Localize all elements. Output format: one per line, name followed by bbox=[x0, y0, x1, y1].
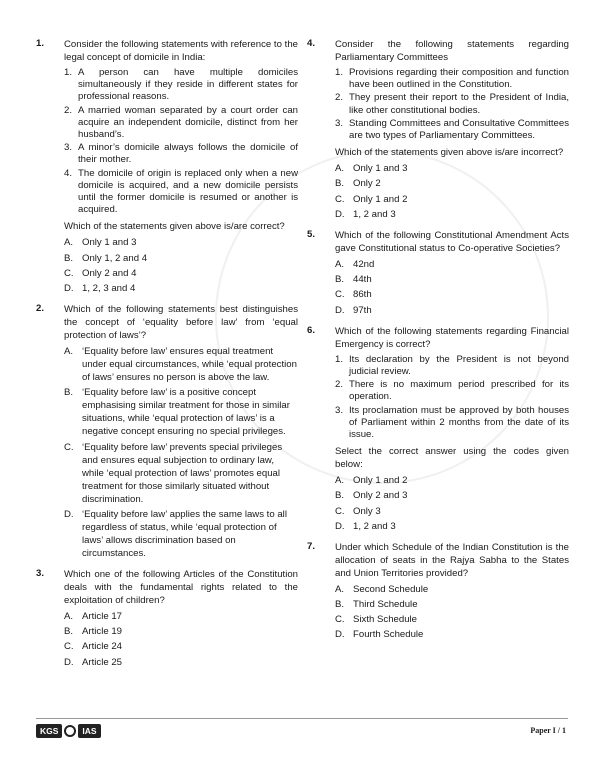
statement-text: Its declaration by the President is not beyond judicial review. bbox=[349, 353, 569, 377]
question-prompt: Select the correct answer using the codes given below: bbox=[335, 446, 569, 471]
question-body bbox=[335, 325, 569, 535]
option-item bbox=[335, 304, 569, 317]
question-body bbox=[64, 303, 298, 562]
statement-list bbox=[64, 67, 298, 216]
option-list bbox=[335, 474, 569, 533]
question-stem: Consider the following statements regarding Parliamentary Committees bbox=[335, 39, 569, 63]
option-item bbox=[335, 474, 569, 487]
option-item bbox=[64, 640, 298, 653]
option-text: Second Schedule bbox=[353, 583, 429, 595]
statement-text: A person can have multiple domiciles simultaneously if they reside in different states for professional reasons. bbox=[78, 67, 298, 103]
option-letter: B. bbox=[335, 178, 345, 190]
question-number: 5. bbox=[307, 228, 316, 240]
logo-kgs: KGS bbox=[36, 724, 62, 738]
option-item bbox=[64, 508, 298, 560]
question-prompt: Which of the statements given above is/are correct? bbox=[64, 221, 285, 233]
statement-number: 2. bbox=[335, 379, 344, 391]
question-number: 7. bbox=[307, 540, 316, 552]
option-item bbox=[64, 252, 298, 265]
option-item bbox=[335, 583, 569, 596]
statement-text: The domicile of origin is replaced only when a new domicile is acquired, and a new domicile persists until the former domicile is resumed or another is acquired. bbox=[78, 167, 298, 216]
option-letter: D. bbox=[64, 283, 74, 294]
option-letter: A. bbox=[335, 163, 345, 175]
option-item bbox=[335, 598, 569, 611]
logo-circle-icon bbox=[64, 725, 76, 737]
option-text: Third Schedule bbox=[353, 599, 418, 611]
statement-number: 3. bbox=[335, 404, 344, 416]
option-list bbox=[335, 162, 569, 221]
option-text: Article 25 bbox=[82, 656, 122, 668]
option-text: Only 2 and 4 bbox=[82, 267, 137, 279]
option-letter: A. bbox=[64, 610, 74, 622]
question-number: 4. bbox=[307, 38, 316, 49]
option-text: Fourth Schedule bbox=[353, 629, 424, 641]
option-letter: C. bbox=[64, 641, 74, 653]
option-text: 1, 2 and 3 bbox=[353, 520, 396, 532]
question-number: 1. bbox=[36, 38, 45, 49]
footer-rule bbox=[36, 718, 568, 719]
option-text: Only 1 and 2 bbox=[353, 475, 408, 487]
page-number: Paper I / 1 bbox=[530, 726, 566, 735]
option-text: Only 1 and 3 bbox=[82, 237, 137, 249]
question-stem: Which of the following statements regarding Financial Emergency is correct? bbox=[335, 325, 569, 350]
option-item bbox=[64, 625, 298, 638]
statement-number: 2. bbox=[64, 104, 73, 116]
option-text: ‘Equality before law’ ensures equal treatment under equal circumstances, while ‘equal protection of laws’ ensures no person is above the law. bbox=[82, 346, 297, 384]
option-letter: A. bbox=[335, 258, 345, 270]
question-4 bbox=[307, 38, 569, 223]
option-item bbox=[64, 345, 298, 384]
option-item bbox=[335, 258, 569, 271]
statement-list bbox=[335, 67, 569, 142]
statement-item bbox=[335, 354, 569, 378]
statement-text: Its proclamation must be approved by both houses of Parliament within 2 months from the date of its issue. bbox=[349, 404, 569, 440]
question-stem: Which of the following Constitutional Amendment Acts gave Constitutional status to Co-operative Societies? bbox=[335, 229, 569, 254]
option-text: Article 19 bbox=[82, 626, 122, 638]
option-letter: A. bbox=[335, 475, 345, 487]
option-letter: D. bbox=[64, 508, 74, 520]
option-text: 44th bbox=[353, 274, 372, 286]
statement-text: Standing Committees and Consultative Committees are two types of Parliamentary Committees. bbox=[349, 117, 569, 142]
option-item bbox=[64, 441, 298, 506]
question-stem: Consider the following statements with reference to the legal concept of domicile in India: bbox=[64, 39, 298, 63]
option-letter: D. bbox=[335, 304, 345, 316]
statement-item bbox=[64, 105, 298, 142]
option-text: 1, 2 and 3 bbox=[353, 208, 396, 220]
option-text: 86th bbox=[353, 289, 372, 301]
option-text: Only 2 and 3 bbox=[353, 490, 408, 502]
option-letter: B. bbox=[64, 252, 74, 264]
option-text: Only 1 and 3 bbox=[353, 163, 408, 175]
option-item bbox=[335, 273, 569, 286]
option-letter: C. bbox=[335, 614, 345, 626]
option-letter: C. bbox=[335, 193, 345, 205]
right-column bbox=[307, 38, 569, 650]
statement-item bbox=[335, 92, 569, 116]
statement-number: 2. bbox=[335, 92, 344, 104]
option-list bbox=[64, 236, 298, 295]
option-letter: A. bbox=[64, 237, 74, 249]
option-letter: B. bbox=[335, 599, 345, 611]
option-text: Article 24 bbox=[82, 641, 122, 653]
statement-item bbox=[335, 379, 569, 403]
statement-text: They present their report to the President of India, like other constitutional bodies. bbox=[349, 92, 569, 116]
option-letter: D. bbox=[335, 629, 345, 641]
logo-ias: IAS bbox=[78, 724, 100, 738]
option-item bbox=[335, 193, 569, 206]
statement-text: A married woman separated by a court order can acquire an independent domicile, distinct from her husband’s. bbox=[78, 104, 298, 141]
option-letter: D. bbox=[64, 656, 74, 668]
option-letter: B. bbox=[64, 387, 74, 399]
option-list bbox=[64, 610, 298, 669]
statement-number: 4. bbox=[64, 167, 73, 179]
kgs-ias-logo bbox=[36, 724, 101, 738]
option-list bbox=[335, 258, 569, 317]
statement-number: 1. bbox=[335, 67, 344, 78]
statement-text: A minor’s domicile always follows the domicile of their mother. bbox=[78, 142, 298, 166]
option-text: Only 3 bbox=[353, 505, 381, 517]
option-item bbox=[335, 520, 569, 533]
option-item bbox=[64, 282, 298, 295]
statement-number: 1. bbox=[335, 353, 344, 365]
option-list bbox=[335, 583, 569, 642]
option-text: 1, 2, 3 and 4 bbox=[82, 283, 136, 294]
statement-item bbox=[335, 405, 569, 442]
question-7 bbox=[307, 541, 569, 644]
statement-item bbox=[335, 67, 569, 91]
question-body bbox=[335, 38, 569, 223]
question-number: 3. bbox=[36, 567, 45, 579]
option-text: 42nd bbox=[353, 258, 375, 270]
option-letter: D. bbox=[335, 520, 345, 532]
option-text: Only 2 bbox=[353, 178, 381, 190]
question-stem: Which one of the following Articles of the Constitution deals with the fundamental rights related to the exploitation of children? bbox=[64, 568, 298, 606]
option-item bbox=[335, 628, 569, 641]
option-item bbox=[335, 208, 569, 221]
question-body bbox=[335, 229, 569, 319]
question-6 bbox=[307, 325, 569, 535]
left-column bbox=[36, 38, 298, 677]
statement-list bbox=[335, 354, 569, 441]
statement-item bbox=[64, 168, 298, 217]
option-item bbox=[335, 505, 569, 518]
statement-item bbox=[64, 67, 298, 104]
option-letter: C. bbox=[64, 267, 74, 279]
question-body bbox=[64, 38, 298, 297]
option-item bbox=[64, 236, 298, 249]
option-text: 97th bbox=[353, 304, 372, 316]
option-item bbox=[64, 267, 298, 280]
statement-number: 1. bbox=[64, 67, 73, 78]
option-text: ‘Equality before law’ is a positive concept emphasising similar treatment for those in similar situations, while ‘equal protection of laws’ is a negative concept ensuring no special privileges. bbox=[82, 387, 290, 438]
question-stem: Under which Schedule of the Indian Constitution is the allocation of seats in the Rajya Sabha to the States and Union Territories provided? bbox=[335, 541, 569, 579]
option-letter: C. bbox=[335, 289, 345, 301]
statement-number: 3. bbox=[335, 117, 344, 129]
option-item bbox=[64, 656, 298, 669]
question-body bbox=[64, 568, 298, 671]
option-item bbox=[335, 177, 569, 190]
option-letter: C. bbox=[335, 505, 345, 517]
question-2 bbox=[36, 303, 298, 562]
statement-item bbox=[335, 118, 569, 142]
option-text: Only 1 and 2 bbox=[353, 193, 408, 205]
option-item bbox=[335, 288, 569, 301]
question-3 bbox=[36, 568, 298, 671]
question-body bbox=[335, 541, 569, 644]
option-text: ‘Equality before law’ prevents special privileges and ensures equal subjection to ordinary law, while ‘equal protection of laws’ promotes equal treatment for those similarly situated without discrimination. bbox=[82, 441, 283, 505]
statement-text: Provisions regarding their composition and function have been outlined in the Constitution. bbox=[349, 67, 569, 91]
statement-text: There is no maximum period prescribed for its operation. bbox=[349, 379, 569, 403]
question-prompt: Which of the statements given above is/are incorrect? bbox=[335, 147, 564, 159]
statement-item bbox=[64, 142, 298, 166]
question-1 bbox=[36, 38, 298, 297]
option-text: Only 1, 2 and 4 bbox=[82, 252, 148, 264]
option-list bbox=[64, 345, 298, 560]
option-item bbox=[335, 489, 569, 502]
option-item bbox=[335, 613, 569, 626]
option-text: Sixth Schedule bbox=[353, 614, 417, 626]
option-letter: B. bbox=[64, 626, 74, 638]
option-text: ‘Equality before law’ applies the same laws to all regardless of status, while ‘equal protection of laws’ allows discrimination based on circumstances. bbox=[82, 508, 287, 559]
option-letter: B. bbox=[335, 274, 345, 286]
option-item bbox=[335, 162, 569, 175]
option-letter: A. bbox=[64, 346, 74, 358]
option-letter: D. bbox=[335, 208, 345, 220]
option-item bbox=[64, 610, 298, 623]
option-letter: A. bbox=[335, 583, 345, 595]
question-stem: Which of the following statements best distinguishes the concept of ‘equality before law’ from ‘equal protection of laws’? bbox=[64, 304, 298, 342]
option-letter: C. bbox=[64, 441, 74, 453]
option-letter: B. bbox=[335, 490, 345, 502]
question-number: 2. bbox=[36, 303, 45, 315]
question-5 bbox=[307, 229, 569, 319]
option-item bbox=[64, 386, 298, 438]
option-text: Article 17 bbox=[82, 610, 122, 622]
question-number: 6. bbox=[307, 324, 316, 336]
statement-number: 3. bbox=[64, 142, 73, 154]
